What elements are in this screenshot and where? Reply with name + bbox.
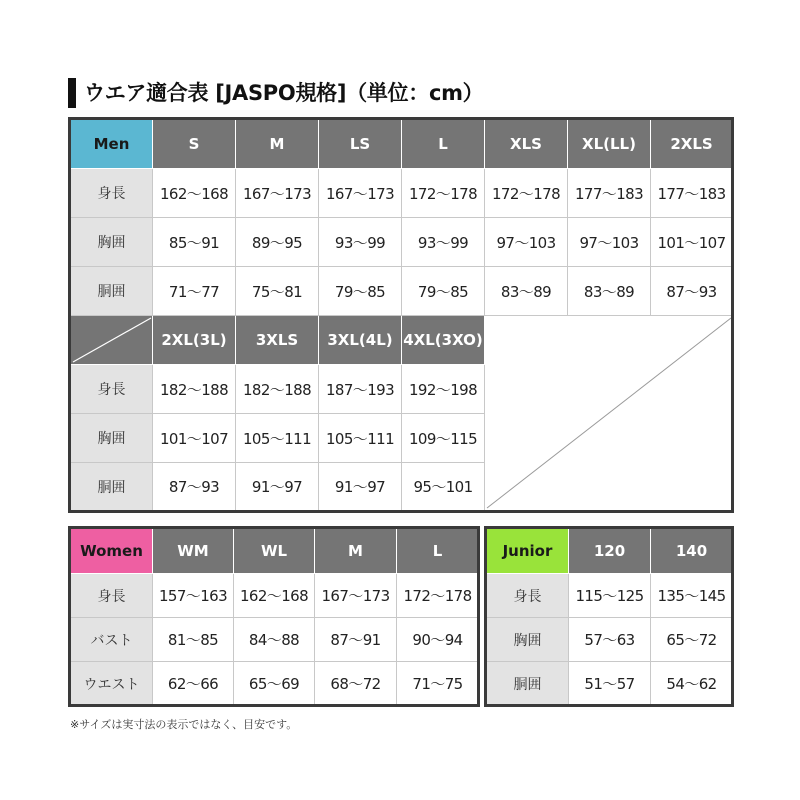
size-value: 83～89 (485, 267, 568, 316)
junior-category-label: Junior (487, 529, 569, 574)
size-value: 91～97 (236, 463, 319, 511)
footnote: ※サイズは実寸法の表示ではなく、目安です。 (70, 718, 298, 731)
size-value: 162～168 (153, 169, 236, 218)
women-category-label: Women (71, 529, 153, 574)
size-value: 89～95 (236, 218, 319, 267)
table-row (71, 574, 479, 618)
size-value: 182～188 (153, 365, 236, 414)
size-value: 90～94 (397, 618, 479, 662)
size-value: 167～173 (319, 169, 402, 218)
size-value: 57～63 (569, 618, 651, 662)
men-size-header: 3XLS (236, 316, 319, 365)
page-title: ウエア適合表 [JASPO規格]（単位：cm） (84, 81, 484, 105)
table-row (487, 662, 733, 706)
row-label: 身長 (71, 169, 153, 218)
size-value: 62～66 (153, 662, 234, 706)
men-size-table (70, 119, 733, 511)
men-size-header: M (236, 120, 319, 169)
size-value: 101～107 (153, 414, 236, 463)
size-value: 87～93 (651, 267, 733, 316)
size-value: 68～72 (315, 662, 397, 706)
size-value: 172～178 (402, 169, 485, 218)
size-value: 84～88 (234, 618, 315, 662)
men-size-header: S (153, 120, 236, 169)
size-value: 105～111 (319, 414, 402, 463)
diagonal-corner-cell (71, 316, 153, 365)
row-label: 胴囲 (71, 267, 153, 316)
size-value: 177～183 (568, 169, 651, 218)
row-label: 胸囲 (487, 618, 569, 662)
size-value: 71～75 (397, 662, 479, 706)
men-size-header: 2XL(3L) (153, 316, 236, 365)
size-value: 95～101 (402, 463, 485, 511)
size-value: 83～89 (568, 267, 651, 316)
size-value: 172～178 (397, 574, 479, 618)
women-size-header: L (397, 529, 479, 574)
size-value: 172～178 (485, 169, 568, 218)
size-value: 93～99 (402, 218, 485, 267)
men-size-header: 3XL(4L) (319, 316, 402, 365)
men-size-header: 2XLS (651, 120, 733, 169)
junior-size-header: 120 (569, 529, 651, 574)
row-label: ウエスト (71, 662, 153, 706)
size-value: 157～163 (153, 574, 234, 618)
size-value: 87～91 (315, 618, 397, 662)
men-size-header: 4XL(3XO) (402, 316, 485, 365)
size-value: 109～115 (402, 414, 485, 463)
row-label: 胸囲 (71, 218, 153, 267)
table-row (71, 218, 733, 267)
size-value: 105～111 (236, 414, 319, 463)
women-size-header: WL (234, 529, 315, 574)
row-label: 胴囲 (71, 463, 153, 511)
size-value: 81～85 (153, 618, 234, 662)
size-value: 87～93 (153, 463, 236, 511)
table-row (71, 267, 733, 316)
title-accent-bar (68, 78, 76, 108)
size-value: 115～125 (569, 574, 651, 618)
women-size-header: WM (153, 529, 234, 574)
table-row (487, 618, 733, 662)
size-value: 187～193 (319, 365, 402, 414)
size-value: 162～168 (234, 574, 315, 618)
size-value: 93～99 (319, 218, 402, 267)
row-label: バスト (71, 618, 153, 662)
men-size-header: XLS (485, 120, 568, 169)
size-value: 54～62 (651, 662, 733, 706)
junior-size-table (486, 528, 733, 706)
row-label: 身長 (71, 574, 153, 618)
empty-cell-diagonal (485, 316, 733, 510)
men-size-header: XL(LL) (568, 120, 651, 169)
size-value: 85～91 (153, 218, 236, 267)
size-value: 65～72 (651, 618, 733, 662)
row-label: 胴囲 (487, 662, 569, 706)
empty-diagonal-area (485, 316, 733, 511)
size-value: 167～173 (236, 169, 319, 218)
men-size-header: LS (319, 120, 402, 169)
size-value: 182～188 (236, 365, 319, 414)
table-row (487, 574, 733, 618)
table-row (71, 618, 479, 662)
size-value: 192～198 (402, 365, 485, 414)
size-value: 135～145 (651, 574, 733, 618)
table-row (71, 662, 479, 706)
size-value: 97～103 (485, 218, 568, 267)
row-label: 身長 (71, 365, 153, 414)
size-value: 75～81 (236, 267, 319, 316)
size-value: 91～97 (319, 463, 402, 511)
row-label: 胸囲 (71, 414, 153, 463)
men-category-label: Men (71, 120, 153, 169)
size-value: 79～85 (319, 267, 402, 316)
size-value: 101～107 (651, 218, 733, 267)
men-size-header: L (402, 120, 485, 169)
women-size-table (70, 528, 479, 706)
table-row (71, 169, 733, 218)
size-value: 71～77 (153, 267, 236, 316)
size-value: 177～183 (651, 169, 733, 218)
size-value: 65～69 (234, 662, 315, 706)
size-value: 167～173 (315, 574, 397, 618)
size-value: 51～57 (569, 662, 651, 706)
diagonal-slash (71, 316, 153, 364)
size-value: 97～103 (568, 218, 651, 267)
size-value: 79～85 (402, 267, 485, 316)
junior-size-header: 140 (651, 529, 733, 574)
women-size-header: M (315, 529, 397, 574)
row-label: 身長 (487, 574, 569, 618)
